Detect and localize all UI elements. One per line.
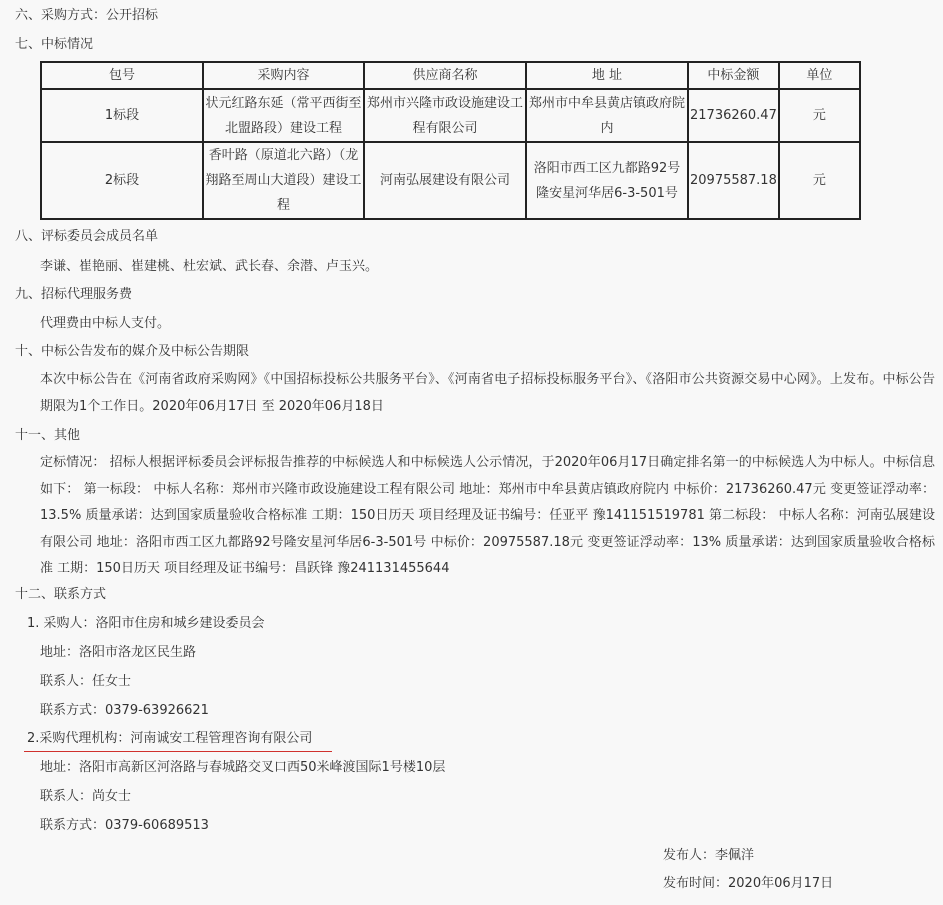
col-header-amount: 中标金额 xyxy=(688,62,779,89)
cell-content: 状元红路东延（常平西街至北盟路段）建设工程 xyxy=(203,89,364,142)
purchaser-title: 1. 采购人：洛阳市住房和城乡建设委员会 xyxy=(27,616,265,631)
col-header-unit: 单位 xyxy=(779,62,860,89)
section-award-heading: 七、中标情况 xyxy=(15,37,94,52)
cell-content: 香叶路（原道北六路）（龙翔路至周山大道段）建设工程 xyxy=(203,142,364,219)
cell-package: 1标段 xyxy=(41,89,203,142)
purchaser-address: 地址：洛阳市洛龙区民生路 xyxy=(40,645,197,660)
agency-phone: 联系方式：0379-60689513 xyxy=(40,818,209,833)
agency-address: 地址：洛阳市高新区河洛路与春城路交叉口西50米峰渡国际1号楼10层 xyxy=(40,760,446,775)
cell-amount: 21736260.47 xyxy=(688,89,779,142)
table-row xyxy=(41,142,860,219)
col-header-supplier: 供应商名称 xyxy=(364,62,526,89)
publication-text: 本次中标公告在《河南省政府采购网》《中国招标投标公共服务平台》、《河南省电子招标投标服务平台》、《洛阳市公共资源交易中心网》。上发布。中标公告期限为1个工作日。2020年06月17日 至 2020年06月18日 xyxy=(40,372,935,414)
agency-title-underline xyxy=(24,751,332,752)
cell-amount: 20975587.18 xyxy=(688,142,779,219)
col-header-package: 包号 xyxy=(41,62,203,89)
agency-title: 2.采购代理机构：河南诚安工程管理咨询有限公司 xyxy=(27,731,313,746)
section-contact-heading: 十二、联系方式 xyxy=(15,587,107,602)
purchaser-contact: 联系人：任女士 xyxy=(40,674,132,689)
committee-members: 李谦、崔艳丽、崔建桃、杜宏斌、武长春、余潜、卢玉兴。 xyxy=(40,259,379,274)
publisher: 发布人：李佩洋 xyxy=(663,848,755,863)
section-procurement-method: 六、采购方式：公开招标 xyxy=(15,8,159,23)
agency-fee-text: 代理费由中标人支付。 xyxy=(40,316,171,331)
col-header-content: 采购内容 xyxy=(203,62,364,89)
purchaser-phone: 联系方式：0379-63926621 xyxy=(40,703,209,718)
cell-unit: 元 xyxy=(779,89,860,142)
section-other-heading: 十一、其他 xyxy=(15,428,81,443)
table-row xyxy=(41,89,860,142)
section-agency-fee-heading: 九、招标代理服务费 xyxy=(15,287,133,302)
agency-contact: 联系人：尚女士 xyxy=(40,789,132,804)
cell-supplier: 郑州市兴隆市政设施建设工程有限公司 xyxy=(364,89,526,142)
col-header-address: 地 址 xyxy=(526,62,688,89)
cell-address: 郑州市中牟县黄店镇政府院内 xyxy=(526,89,688,142)
award-details-text: 定标情况： 招标人根据评标委员会评标报告推荐的中标候选人和中标候选人公示情况，于2020年06月17日确定排名第一的中标候选人为中标人。中标信息如下： 第一标段： 中标人名称：郑州市兴隆市政设施建设工程有限公司 地址：郑州市中牟县黄店镇政府院内 中标价：21736260.47元 变更签证浮动率：13.5% 质量承诺：达到国家质量验收合格标准 工期：150日历天 项目经理及证书编号：任亚平 豫141151519781 第二标段： 中标人名称：河南弘展建设有限公司 地址：洛阳市西工区九都路92号隆安星河华居6-3-501号 中标价：20975587.18元 变更签证浮动率：13% 质量承诺：达到国家质量验收合格标准 工期：150日历天 项目经理及证书编号：昌跃锋 豫241131455644 xyxy=(40,455,935,576)
cell-supplier: 河南弘展建设有限公司 xyxy=(364,142,526,219)
table-header-row xyxy=(41,62,860,89)
section-committee-heading: 八、评标委员会成员名单 xyxy=(15,229,159,244)
award-table xyxy=(40,61,861,220)
publish-time: 发布时间：2020年06月17日 xyxy=(663,876,834,891)
section-publication-heading: 十、中标公告发布的媒介及中标公告期限 xyxy=(15,344,250,359)
cell-unit: 元 xyxy=(779,142,860,219)
cell-address: 洛阳市西工区九都路92号隆安星河华居6-3-501号 xyxy=(526,142,688,219)
cell-package: 2标段 xyxy=(41,142,203,219)
